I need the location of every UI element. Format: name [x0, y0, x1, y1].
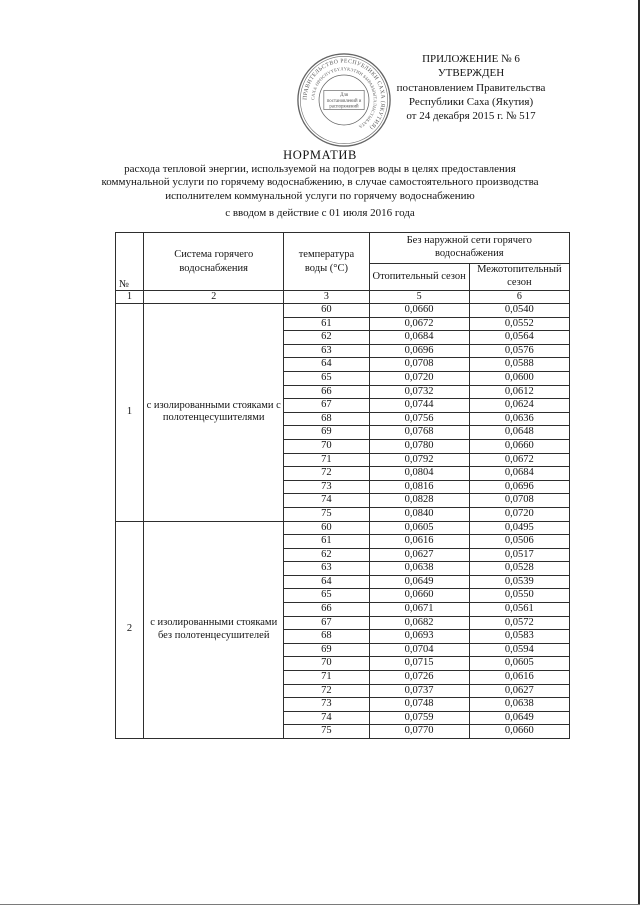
heating-season-value-cell: 0,0840 — [369, 507, 469, 521]
temperature-cell: 61 — [284, 535, 369, 549]
temperature-cell: 60 — [284, 304, 369, 318]
table-row — [116, 304, 570, 318]
group-number-cell: 2 — [116, 521, 144, 739]
heating-season-value-cell: 0,0816 — [369, 480, 469, 494]
heating-season-value-cell: 0,0696 — [369, 344, 469, 358]
temperature-cell: 65 — [284, 371, 369, 385]
non-heating-season-value-cell: 0,0624 — [469, 399, 569, 413]
heating-season-value-cell: 0,0828 — [369, 494, 469, 508]
heating-season-value-cell: 0,0720 — [369, 371, 469, 385]
heating-season-value-cell: 0,0660 — [369, 589, 469, 603]
stamp-center-line3: распоряжений — [329, 104, 359, 110]
heating-season-value-cell: 0,0759 — [369, 711, 469, 725]
approved-line1: постановлением Правительства — [396, 81, 546, 94]
non-heating-season-value-cell: 0,0708 — [469, 494, 569, 508]
non-heating-season-value-cell: 0,0506 — [469, 535, 569, 549]
heating-season-value-cell: 0,0792 — [369, 453, 469, 467]
temperature-cell: 68 — [284, 630, 369, 644]
heating-season-value-cell: 0,0715 — [369, 657, 469, 671]
temperature-cell: 64 — [284, 358, 369, 372]
non-heating-season-value-cell: 0,0588 — [469, 358, 569, 372]
stamp-center-line1: Для — [340, 93, 348, 99]
heating-season-value-cell: 0,0616 — [369, 535, 469, 549]
heating-season-value-cell: 0,0605 — [369, 521, 469, 535]
temperature-cell: 71 — [284, 671, 369, 685]
non-heating-season-value-cell: 0,0648 — [469, 426, 569, 440]
temperature-cell: 62 — [284, 548, 369, 562]
heating-season-value-cell: 0,0704 — [369, 643, 469, 657]
heating-season-value-cell: 0,0671 — [369, 603, 469, 617]
approved-label: УТВЕРЖДЕН — [437, 67, 505, 80]
non-heating-season-value-cell: 0,0583 — [469, 630, 569, 644]
approved-line2: Республики Саха (Якутия) — [408, 95, 534, 108]
non-heating-season-value-cell: 0,0696 — [469, 480, 569, 494]
temperature-cell: 64 — [284, 575, 369, 589]
temperature-cell: 62 — [284, 331, 369, 345]
temperature-cell: 70 — [284, 657, 369, 671]
heating-season-value-cell: 0,0638 — [369, 562, 469, 576]
temperature-cell: 69 — [284, 643, 369, 657]
non-heating-season-value-cell: 0,0539 — [469, 575, 569, 589]
temperature-cell: 73 — [284, 698, 369, 712]
non-heating-season-value-cell: 0,0576 — [469, 344, 569, 358]
subtitle-line: исполнителем коммунальной услуги по горячему водоснабжению — [165, 189, 475, 202]
heating-season-value-cell: 0,0804 — [369, 467, 469, 481]
index-cell: 2 — [144, 291, 284, 304]
temperature-cell: 74 — [284, 711, 369, 725]
col-header-group: Без наружной сети горячего водоснабжения — [369, 233, 569, 264]
page-subtitle — [0, 163, 640, 221]
heating-season-value-cell: 0,0660 — [369, 304, 469, 318]
non-heating-season-value-cell: 0,0660 — [469, 725, 569, 739]
temperature-cell: 63 — [284, 562, 369, 576]
col-header-non-heating-season: Межотопительный сезон — [469, 264, 569, 291]
temperature-cell: 63 — [284, 344, 369, 358]
temperature-cell: 65 — [284, 589, 369, 603]
page-title: НОРМАТИВ — [283, 148, 357, 162]
index-cell: 6 — [469, 291, 569, 304]
non-heating-season-value-cell: 0,0572 — [469, 616, 569, 630]
temperature-cell: 74 — [284, 494, 369, 508]
heating-season-value-cell: 0,0737 — [369, 684, 469, 698]
heating-season-value-cell: 0,0770 — [369, 725, 469, 739]
approval-block — [372, 52, 570, 123]
temperature-cell: 66 — [284, 385, 369, 399]
temperature-cell: 66 — [284, 603, 369, 617]
subtitle-line: с вводом в действие с 01 июля 2016 года — [225, 207, 415, 220]
temperature-cell: 61 — [284, 317, 369, 331]
temperature-cell: 67 — [284, 399, 369, 413]
non-heating-season-value-cell: 0,0540 — [469, 304, 569, 318]
non-heating-season-value-cell: 0,0528 — [469, 562, 569, 576]
column-index-row — [116, 291, 570, 304]
heating-season-value-cell: 0,0682 — [369, 616, 469, 630]
heating-season-value-cell: 0,0627 — [369, 548, 469, 562]
non-heating-season-value-cell: 0,0636 — [469, 412, 569, 426]
non-heating-season-value-cell: 0,0550 — [469, 589, 569, 603]
non-heating-season-value-cell: 0,0495 — [469, 521, 569, 535]
heating-season-value-cell: 0,0768 — [369, 426, 469, 440]
group-system-cell: с изолированными стояками без полотенцесушителей — [144, 521, 284, 739]
index-cell: 1 — [116, 291, 144, 304]
temperature-cell: 73 — [284, 480, 369, 494]
stamp-ring-outer-text: ПРАВИТЕЛЬСТВО РЕСПУБЛИКИ САХА (ЯКУТИЯ) — [302, 58, 386, 131]
table-row — [116, 521, 570, 535]
temperature-cell: 72 — [284, 467, 369, 481]
norm-table-body — [116, 304, 570, 739]
group-number-cell: 1 — [116, 304, 144, 522]
appendix-label: ПРИЛОЖЕНИЕ № 6 — [422, 53, 520, 65]
heating-season-value-cell: 0,0748 — [369, 698, 469, 712]
non-heating-season-value-cell: 0,0660 — [469, 439, 569, 453]
heating-season-value-cell: 0,0756 — [369, 412, 469, 426]
col-header-num: № — [116, 233, 144, 291]
col-header-heating-season: Отопительный сезон — [369, 264, 469, 291]
heating-season-value-cell: 0,0684 — [369, 331, 469, 345]
temperature-cell: 72 — [284, 684, 369, 698]
temperature-cell: 68 — [284, 412, 369, 426]
temperature-cell: 70 — [284, 439, 369, 453]
stamp-center-line2: постановлений и — [326, 98, 362, 104]
group-system-cell: с изолированными стояками с полотенцесушителями — [144, 304, 284, 522]
non-heating-season-value-cell: 0,0552 — [469, 317, 569, 331]
table-header-row — [116, 233, 570, 264]
approved-line3: от 24 декабря 2015 г. № 517 — [406, 110, 536, 123]
heating-season-value-cell: 0,0744 — [369, 399, 469, 413]
non-heating-season-value-cell: 0,0627 — [469, 684, 569, 698]
heating-season-value-cell: 0,0672 — [369, 317, 469, 331]
stamp-ring-inner-text: САХА ӨРӨСПҮҮБҮЛҮКЭТИН БЫРАБЫЫТАЛЫСТЫБАТА — [310, 66, 378, 130]
non-heating-season-value-cell: 0,0600 — [469, 371, 569, 385]
non-heating-season-value-cell: 0,0638 — [469, 698, 569, 712]
non-heating-season-value-cell: 0,0616 — [469, 671, 569, 685]
temperature-cell: 75 — [284, 507, 369, 521]
non-heating-season-value-cell: 0,0672 — [469, 453, 569, 467]
norm-table — [115, 232, 570, 739]
heating-season-value-cell: 0,0649 — [369, 575, 469, 589]
subtitle-line: расхода тепловой энергии, используемой на подогрев воды в целях предоставления — [124, 163, 516, 175]
temperature-cell: 71 — [284, 453, 369, 467]
non-heating-season-value-cell: 0,0684 — [469, 467, 569, 481]
non-heating-season-value-cell: 0,0517 — [469, 548, 569, 562]
temperature-cell: 60 — [284, 521, 369, 535]
subtitle-line: коммунальной услуги по горячему водоснабжению, в случае самостоятельного производства — [101, 176, 539, 189]
non-heating-season-value-cell: 0,0649 — [469, 711, 569, 725]
heating-season-value-cell: 0,0693 — [369, 630, 469, 644]
heating-season-value-cell: 0,0726 — [369, 671, 469, 685]
temperature-cell: 69 — [284, 426, 369, 440]
col-header-temperature: температура воды (°С) — [284, 233, 369, 291]
non-heating-season-value-cell: 0,0720 — [469, 507, 569, 521]
non-heating-season-value-cell: 0,0605 — [469, 657, 569, 671]
norm-table-wrap — [115, 232, 570, 739]
non-heating-season-value-cell: 0,0612 — [469, 385, 569, 399]
heating-season-value-cell: 0,0732 — [369, 385, 469, 399]
temperature-cell: 75 — [284, 725, 369, 739]
heating-season-value-cell: 0,0708 — [369, 358, 469, 372]
index-cell: 3 — [284, 291, 369, 304]
non-heating-season-value-cell: 0,0594 — [469, 643, 569, 657]
temperature-cell: 67 — [284, 616, 369, 630]
non-heating-season-value-cell: 0,0561 — [469, 603, 569, 617]
col-header-system: Система горячего водоснабжения — [144, 233, 284, 291]
heating-season-value-cell: 0,0780 — [369, 439, 469, 453]
index-cell: 5 — [369, 291, 469, 304]
norm-table-head — [116, 233, 570, 304]
non-heating-season-value-cell: 0,0564 — [469, 331, 569, 345]
